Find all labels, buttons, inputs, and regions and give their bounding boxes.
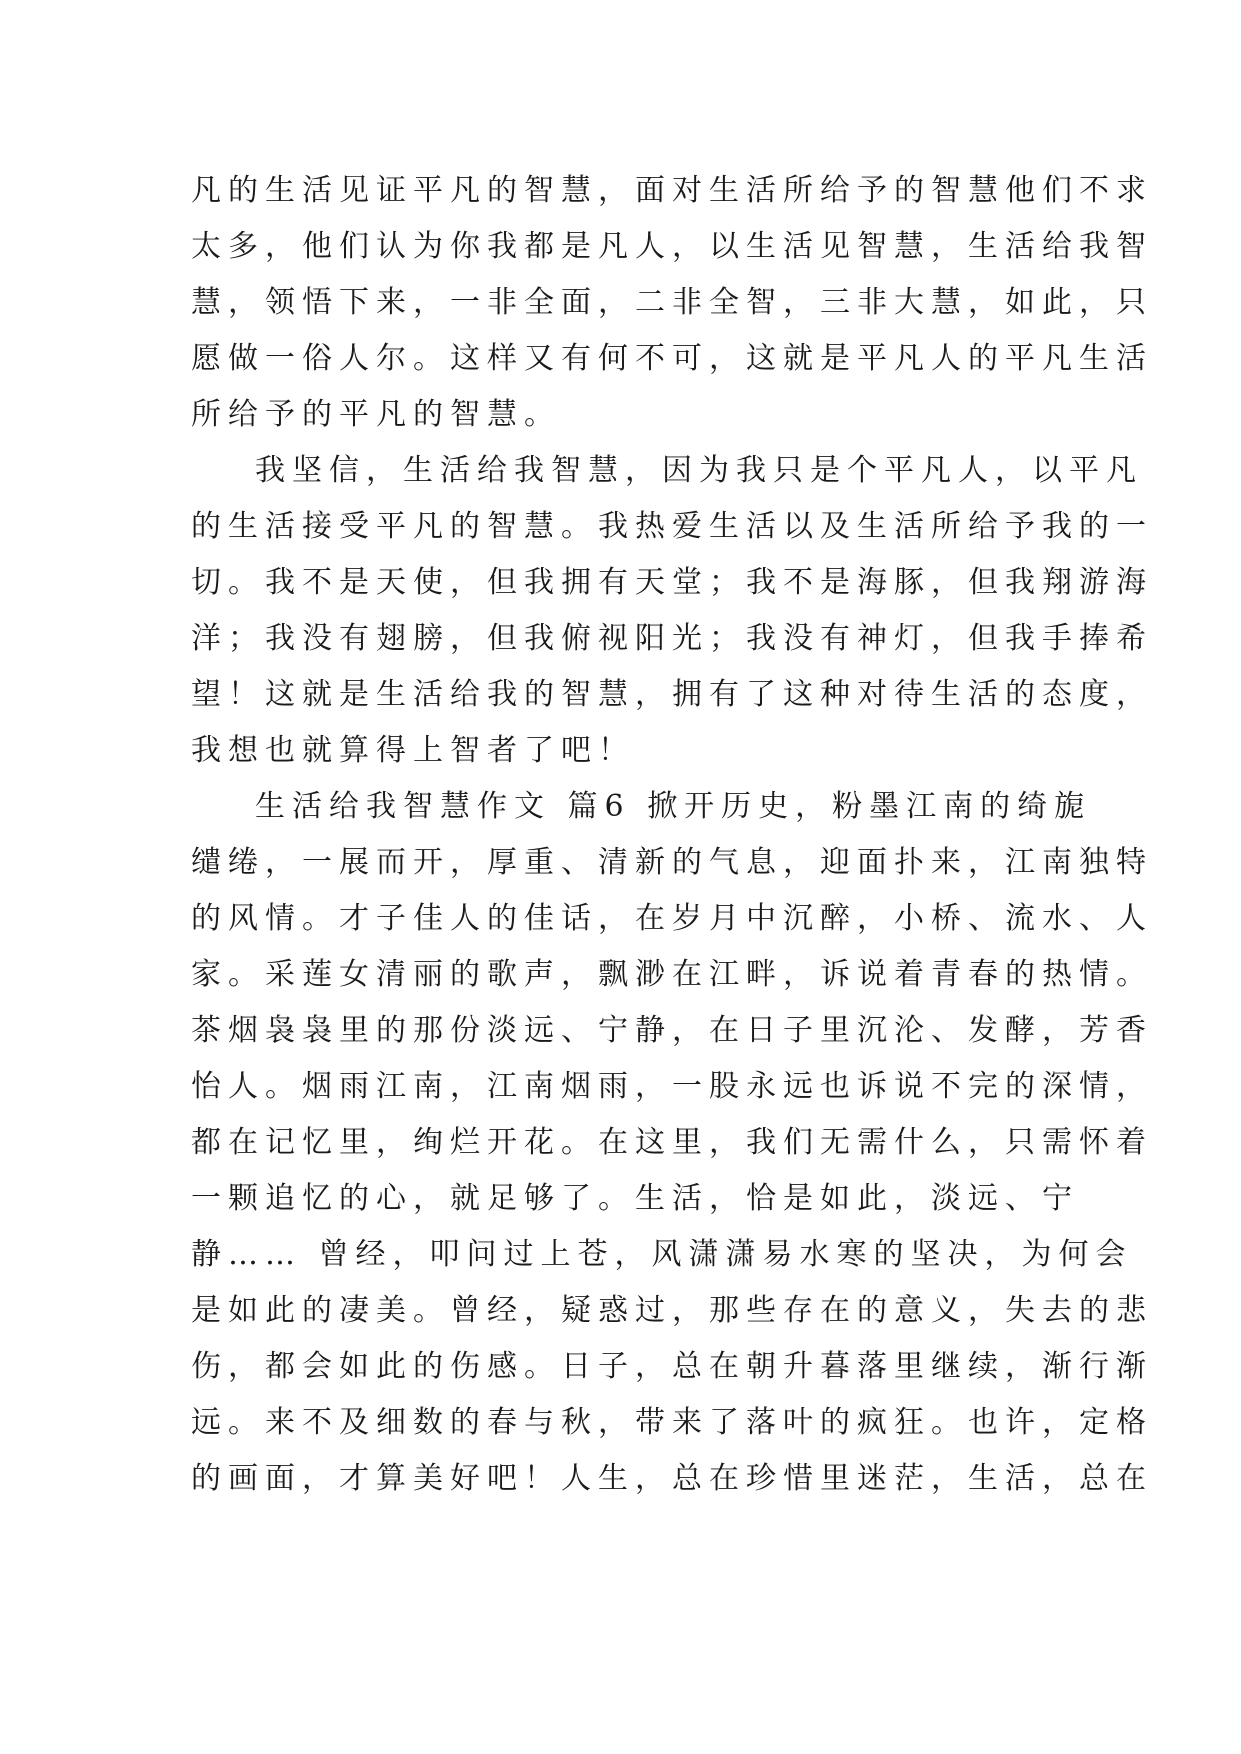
text-line: 茶烟袅袅里的那份淡远、宁静，在日子里沉沦、发酵，芳香 bbox=[191, 1013, 1153, 1048]
paragraph-first-line: 我坚信，生活给我智慧，因为我只是个平凡人，以平凡 bbox=[255, 453, 1143, 488]
text-line: 伤，都会如此的伤感。日子，总在朝升暮落里继续，渐行渐 bbox=[191, 1349, 1153, 1384]
text-line: 慧，领悟下来，一非全面，二非全智，三非大慧，如此，只 bbox=[191, 285, 1153, 320]
text-line: 洋；我没有翅膀，但我俯视阳光；我没有神灯，但我手捧希 bbox=[191, 621, 1153, 656]
text-line: 望！这就是生活给我的智慧，拥有了这种对待生活的态度， bbox=[191, 677, 1153, 712]
text-line: 切。我不是天使，但我拥有天堂；我不是海豚，但我翔游海 bbox=[191, 565, 1153, 600]
text-line: 的生活接受平凡的智慧。我热爱生活以及生活所给予我的一 bbox=[191, 509, 1153, 544]
text-line: 的风情。才子佳人的佳话，在岁月中沉醉，小桥、流水、人 bbox=[191, 901, 1153, 936]
text-line: 所给予的平凡的智慧。 bbox=[191, 397, 561, 432]
text-line: 都在记忆里，绚烂开花。在这里，我们无需什么，只需怀着 bbox=[191, 1125, 1153, 1160]
section-heading-line: 生活给我智慧作文 篇6 掀开历史，粉墨江南的绮旎 bbox=[255, 789, 1092, 824]
text-line: 愿做一俗人尔。这样又有何不可，这就是平凡人的平凡生活 bbox=[191, 341, 1153, 376]
text-line: 缱绻，一展而开，厚重、清新的气息，迎面扑来，江南独特 bbox=[191, 845, 1153, 880]
text-line: 怡人。烟雨江南，江南烟雨，一股永远也诉说不完的深情， bbox=[191, 1069, 1153, 1104]
text-line: 的画面，才算美好吧！人生，总在珍惜里迷茫，生活，总在 bbox=[191, 1461, 1153, 1496]
text-line: 家。采莲女清丽的歌声，飘渺在江畔，诉说着青春的热情。 bbox=[191, 957, 1153, 992]
text-line: 远。来不及细数的春与秋，带来了落叶的疯狂。也许，定格 bbox=[191, 1405, 1153, 1440]
text-line: 一颗追忆的心，就足够了。生活，恰是如此，淡远、宁 bbox=[191, 1181, 1079, 1216]
text-line: 是如此的凄美。曾经，疑惑过，那些存在的意义，失去的悲 bbox=[191, 1293, 1153, 1328]
text-line: 凡的生活见证平凡的智慧，面对生活所给予的智慧他们不求 bbox=[191, 173, 1153, 208]
text-line: 我想也就算得上智者了吧！ bbox=[191, 733, 635, 768]
text-line: 太多，他们认为你我都是凡人，以生活见智慧，生活给我智 bbox=[191, 229, 1153, 264]
text-line: 静…… 曾经，叩问过上苍，风潇潇易水寒的坚决，为何会 bbox=[191, 1237, 1133, 1272]
